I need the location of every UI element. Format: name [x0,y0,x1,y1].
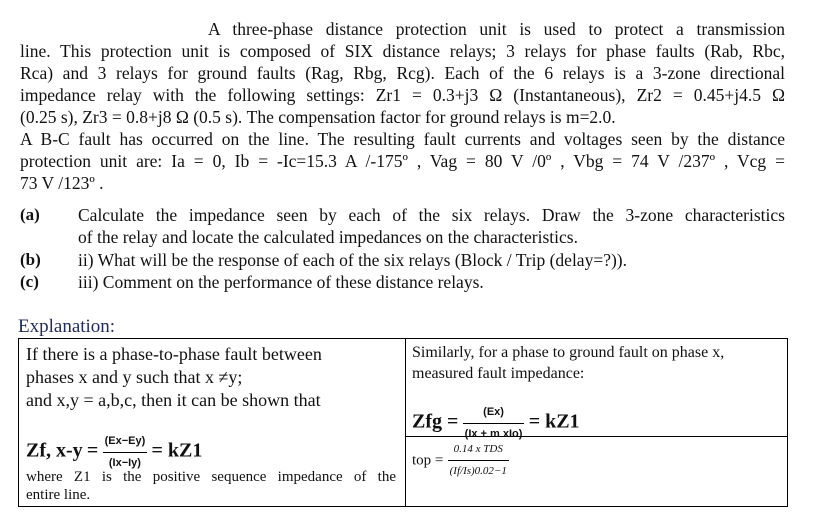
problem-line: A B-C fault has occurred on the line. The resulting fault currents and voltages seen by the distance [20,129,785,149]
explanation-title: Explanation: [18,316,116,337]
problem-line: line. This protection unit is composed of SIX distance relays; 3 relays for phase faults (Rab, Rbc, [20,41,785,61]
part-label: (a) [20,205,40,224]
problem-line: 73 V /123º . [20,173,104,193]
ground-fault-text [412,342,724,384]
part-label: (c) [20,272,39,291]
problem-line: A three-phase distance protection unit is used to protect a transmission [208,19,785,39]
text-line: and x,y = a,b,c, then it can be shown that [26,390,321,410]
denominator: (If/Is)0.02−1 [449,465,507,477]
text-line: phases x and y such that x ≠y; [26,367,243,387]
formula-eq: = [86,439,99,462]
text-line: measured fault impedance: [412,365,585,382]
text-line: Similarly, for a phase to ground fault on phase x, [412,344,725,361]
formula-lhs: Zf, x-y [26,439,83,462]
denominator: (Ix + m xIo) [464,428,523,440]
part-text: of the relay and locate the calculated impedances on the characteristics. [78,227,578,247]
part-label: (b) [20,250,41,269]
text-line: If there is a phase-to-phase fault between [26,344,322,364]
part-text: iii) Comment on the performance of these distance relays. [78,272,484,292]
fraction [448,439,509,482]
numerator: (Ex) [463,402,525,424]
problem-line: (0.25 s), Zr3 = 0.8+j8 Ω (0.5 s). The compensation factor for ground relays is m=2.0. [20,107,616,127]
problem-line: Rca) and 3 relays for ground faults (Rag, Rbg, Rcg). Each of the 6 relays is a 3-zone directional [20,63,785,83]
denominator: (Ix−Iy) [108,457,141,469]
formula-lhs: Zfg = [412,410,459,433]
note-text [26,468,396,504]
text-line: entire line. [26,487,91,503]
phase-fault-text [26,343,322,412]
explanation-table [18,338,788,507]
operating-time-formula [412,439,509,482]
problem-line: protection unit are: Ia = 0, Ib = -Ic=15.3 A /-175º , Vag = 80 V /0º , Vbg = 74 V /237º , Vcg = [20,151,785,171]
formula-lhs: top = [412,452,444,469]
part-text: Calculate the impedance seen by each of the six relays. Draw the 3-zone characteristics [78,205,785,225]
formula-rhs: = kZ1 [151,439,203,462]
problem-line: impedance relay with the following settings: Zr1 = 0.3+j3 Ω (Instantaneous), Zr2 = 0.45+j4.5 Ω [20,85,785,105]
text-line: where Z1 is the positive sequence impedance of the [26,469,396,485]
numerator: (Ex−Ey) [103,431,148,453]
part-text: ii) What will be the response of each of the six relays (Block / Trip (delay=?)). [78,250,627,270]
formula-rhs: = kZ1 [528,410,580,433]
column-divider [405,339,406,506]
numerator: 0.14 x TDS [448,439,509,461]
